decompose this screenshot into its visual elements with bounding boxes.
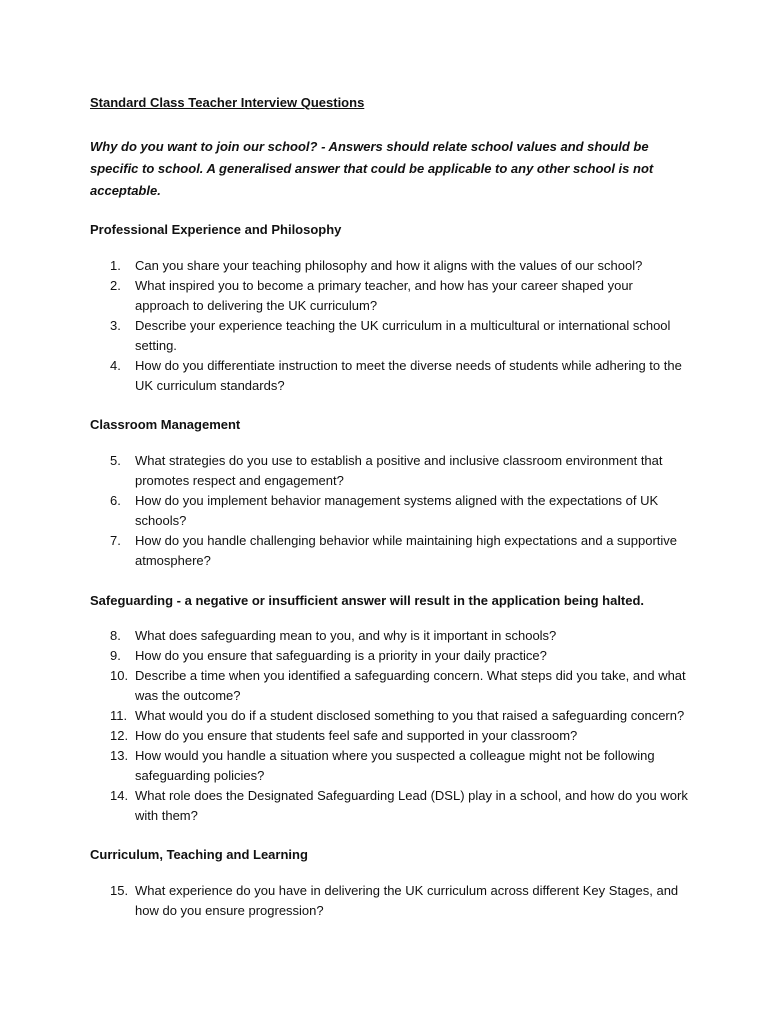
question-list-professional-experience (90, 256, 690, 396)
question-text: What does safeguarding mean to you, and why is it important in schools? (135, 628, 557, 643)
list-item (90, 531, 690, 571)
section-heading-classroom-management: Classroom Management (90, 417, 241, 432)
list-item (90, 646, 690, 666)
question-number: 10. (110, 668, 129, 683)
question-number: 8. (110, 628, 121, 643)
question-text: What role does the Designated Safeguarding Lead (DSL) play in a school, and how do you work with them? (135, 788, 688, 823)
question-list-curriculum (90, 881, 690, 921)
question-text: How do you ensure that safeguarding is a priority in your daily practice? (135, 648, 547, 663)
question-list-safeguarding (90, 626, 690, 826)
list-item (90, 746, 690, 786)
question-text: How do you differentiate instruction to meet the diverse needs of students while adhering to the UK curriculum standards? (135, 358, 682, 393)
question-number: 6. (110, 493, 121, 508)
question-number: 2. (110, 278, 121, 293)
list-item (90, 256, 690, 276)
question-number: 12. (110, 728, 129, 743)
list-item (90, 316, 690, 356)
list-item (90, 706, 690, 726)
question-text: Describe a time when you identified a safeguarding concern. What steps did you take, and what was the outcome? (135, 668, 686, 703)
question-number: 9. (110, 648, 121, 663)
list-item (90, 356, 690, 396)
question-number: 13. (110, 748, 129, 763)
list-item (90, 881, 690, 921)
intro-question: Why do you want to join our school? - Answers should relate school values and should be specific to school. A generalised answer that could be applicable to any other school is not acceptable. (90, 139, 654, 198)
question-number: 1. (110, 258, 121, 273)
question-number: 15. (110, 883, 129, 898)
section-heading-curriculum: Curriculum, Teaching and Learning (90, 847, 308, 862)
question-text: What would you do if a student disclosed something to you that raised a safeguarding concern? (135, 708, 685, 723)
question-text: How do you handle challenging behavior while maintaining high expectations and a supportive atmosphere? (135, 533, 678, 568)
list-item (90, 276, 690, 316)
question-text: What experience do you have in delivering the UK curriculum across different Key Stages, and how do you ensure progression? (135, 883, 679, 918)
question-number: 4. (110, 358, 121, 373)
section-heading-professional-experience: Professional Experience and Philosophy (90, 222, 342, 237)
list-item (90, 451, 690, 491)
question-number: 3. (110, 318, 121, 333)
question-text: What inspired you to become a primary teacher, and how has your career shaped your approach to delivering the UK curriculum? (135, 278, 633, 313)
question-number: 11. (110, 708, 128, 723)
question-text: How do you implement behavior management systems aligned with the expectations of UK schools? (135, 493, 659, 528)
document-title: Standard Class Teacher Interview Questions (90, 95, 365, 110)
question-text: Describe your experience teaching the UK curriculum in a multicultural or international school setting. (135, 318, 671, 353)
question-number: 5. (110, 453, 121, 468)
list-item (90, 786, 690, 826)
list-item (90, 726, 690, 746)
question-text: Can you share your teaching philosophy and how it aligns with the values of our school? (135, 258, 643, 273)
list-item (90, 626, 690, 646)
list-item (90, 491, 690, 531)
question-text: What strategies do you use to establish a positive and inclusive classroom environment that promotes respect and engagement? (135, 453, 663, 488)
question-text: How do you ensure that students feel safe and supported in your classroom? (135, 728, 578, 743)
question-number: 14. (110, 788, 129, 803)
question-number: 7. (110, 533, 121, 548)
section-heading-safeguarding: Safeguarding - a negative or insufficient answer will result in the application being halted. (90, 593, 645, 608)
list-item (90, 666, 690, 706)
question-list-classroom-management (90, 451, 690, 571)
question-text: How would you handle a situation where you suspected a colleague might not be following safeguarding policies? (135, 748, 655, 783)
